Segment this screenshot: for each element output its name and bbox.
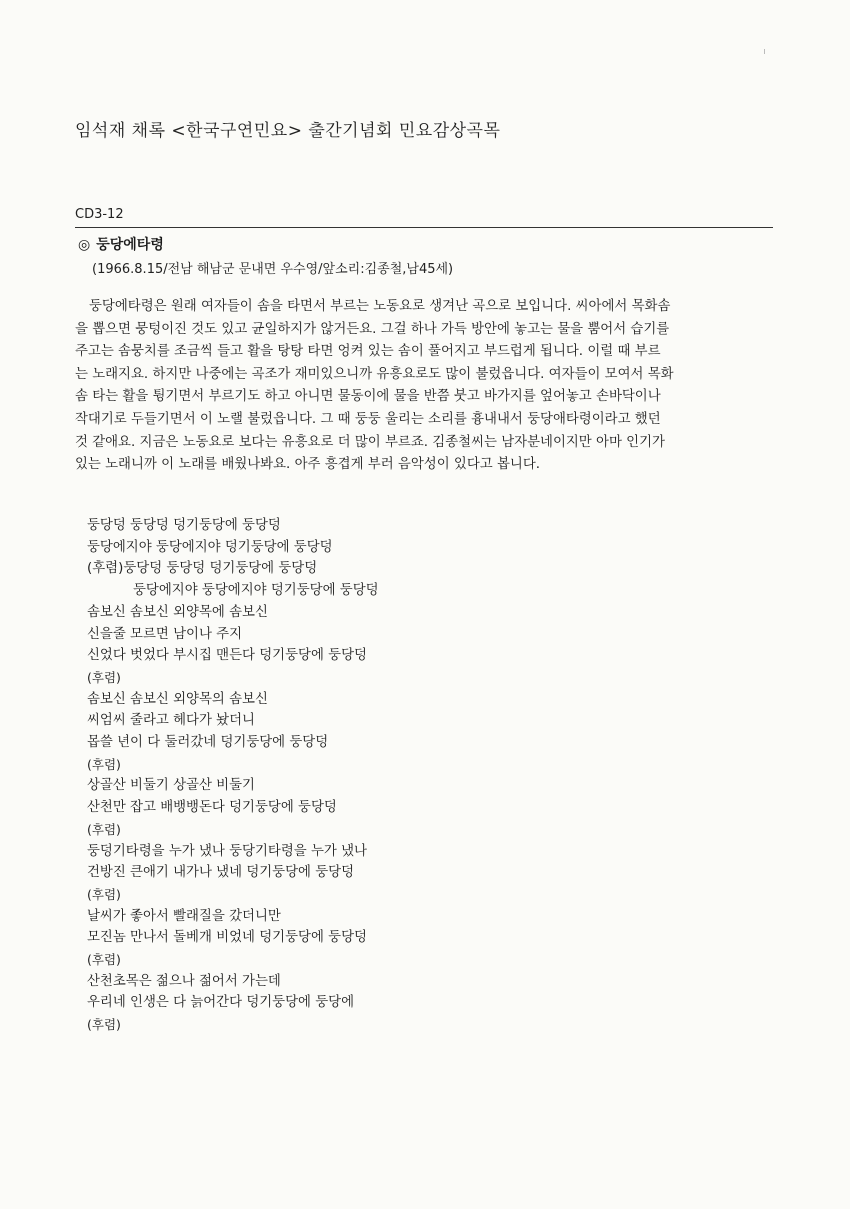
lyric-line: 씨엄씨 줄라고 헤다가 놨더니 [87, 713, 255, 729]
description-line: 것 같애요. 지금은 노동요로 보다는 유흥요로 더 많이 부르죠. 김종철씨는 남자분네이지만 아마 인기가 [75, 434, 665, 450]
lyric-line: 상골산 비둘기 상골산 비둘기 [87, 778, 255, 794]
lyric-line: 둥덩기타령을 누가 냈나 둥당기타령을 누가 냈나 [87, 843, 367, 859]
description-line: 둥당에타령은 원래 여자들이 솜을 타면서 부르는 노동요로 생겨난 곡으로 보입니다. 씨아에서 목화솜 [89, 299, 671, 314]
lyric-line: 몹쓸 년이 다 둘러갔네 덩기둥당에 둥당덩 [87, 735, 329, 751]
paper-speck [764, 49, 765, 54]
lyric-line: 솜보신 솜보신 외양목에 솜보신 [87, 604, 268, 620]
divider-rule [75, 227, 773, 228]
lyrics-block [87, 515, 379, 1036]
recording-info: (1966.8.15/전남 해남군 문내면 우수영/앞소리:김종철,남45세) [92, 262, 454, 277]
chorus-marker: (후렴) [87, 886, 121, 902]
chorus-marker: (후렴) [87, 952, 121, 968]
description-line: 작대기로 두들기면서 이 노랠 불렀읍니다. 그 때 둥둥 울리는 소리를 흉내내서 둥당애타령이라고 했던 [75, 411, 661, 427]
description-paragraph [75, 296, 777, 477]
track-id: CD3-12 [75, 207, 124, 222]
song-title [78, 234, 164, 254]
lyric-line: 산천만 잡고 배뱅뱅돈다 덩기둥당에 둥당덩 [87, 800, 337, 816]
lyric-line: (후렴)둥당덩 둥당덩 덩기둥당에 둥당덩 [87, 561, 318, 577]
song-title-text: 둥당에타령 [96, 237, 164, 253]
description-line: 주고는 솜뭉치를 조금씩 들고 활을 탕탕 타면 엉켜 있는 솜이 풀어지고 부드럽게 됩니다. 이럴 때 부르 [75, 344, 661, 360]
document-title: 임석재 채록 <한국구연민요> 출간기념회 민요감상곡목 [75, 121, 501, 141]
lyric-line: 둥당에지야 둥당에지야 덩기둥당에 둥당덩 [87, 539, 333, 555]
chorus-marker: (후렴) [87, 669, 121, 685]
chorus-marker: (후렴) [87, 756, 121, 772]
description-line: 있는 노래니까 이 노래를 배웠나봐요. 아주 흥겹게 부러 음악성이 있다고 봅니다. [75, 457, 541, 473]
lyric-line: 솜보신 솜보신 외양목의 솜보신 [87, 691, 268, 707]
chorus-marker: (후렴) [87, 1017, 121, 1033]
lyric-line: 모진놈 만나서 돌베개 비었네 덩기둥당에 둥당덩 [87, 930, 367, 946]
chorus-marker: (후렴) [87, 821, 121, 837]
lyric-line: 건방진 큰애기 내가나 냈네 덩기둥당에 둥당덩 [87, 865, 355, 881]
lyric-line: 산천초목은 젊으나 젊어서 가는데 [87, 973, 281, 989]
description-line: 는 노래지요. 하지만 나중에는 곡조가 재미있으니까 유흥요로도 많이 불렀읍니다. 여자들이 모여서 목화 [75, 366, 674, 382]
lyric-line: 둥당에지야 둥당에지야 덩기둥당에 둥당덩 [133, 583, 379, 599]
description-line: 솜 타는 활을 튕기면서 부르기도 하고 아니면 물동이에 물을 반쯤 붓고 바가지를 엎어놓고 손바닥이나 [75, 389, 661, 405]
lyric-line: 신을줄 모르면 남이나 주지 [87, 626, 243, 642]
description-line: 을 뽑으면 뭉텅이진 것도 있고 균일하지가 않거든요. 그걸 하나 가득 방안에 놓고는 물을 뿜어서 습기를 [75, 321, 670, 337]
lyric-line: 둥당덩 둥당덩 덩기둥당에 둥당덩 [87, 518, 281, 533]
lyric-line: 날씨가 좋아서 빨래질을 갔더니만 [87, 908, 281, 924]
double-circle-icon: ◎ [78, 237, 91, 253]
lyric-line: 신었다 벗었다 부시집 맨든다 덩기둥당에 둥당덩 [87, 648, 367, 664]
lyric-line: 우리네 인생은 다 늙어간다 덩기둥당에 둥당에 [87, 995, 355, 1011]
